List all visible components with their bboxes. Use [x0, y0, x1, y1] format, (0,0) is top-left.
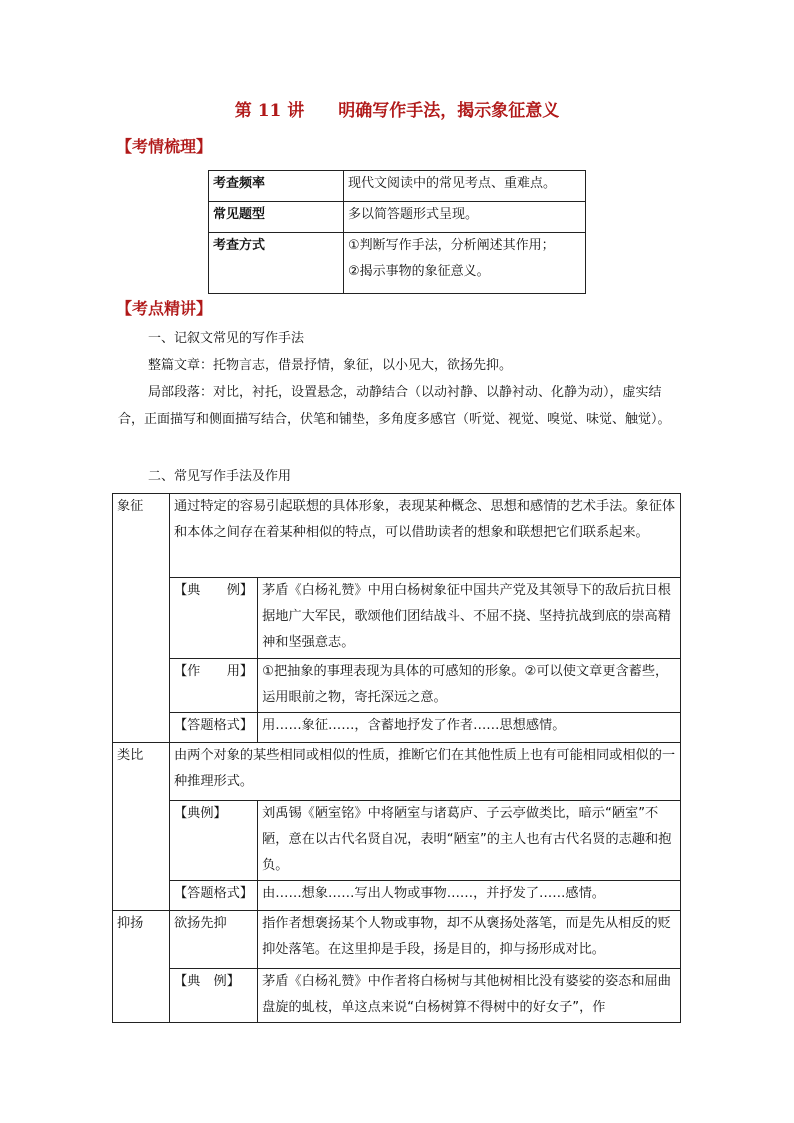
- suppress-example: 茅盾《白杨礼赞》中作者将白杨树与其他树相比没有婆娑的姿态和屈曲盘旋的虬枝，单这点来说“白杨树算不得树中的好女子”，作: [258, 969, 681, 1023]
- lecture-number: 第 11 讲: [234, 101, 305, 121]
- question-type-value: 多以简答题形式呈现。: [344, 202, 586, 233]
- exam-method-key: 考查方式: [209, 233, 344, 294]
- analogy-example-label: 【典例】: [170, 801, 258, 881]
- symbol-definition: 通过特定的容易引起联想的具体形象，表现某种概念、思想和感情的艺术手法。象征体和本体之间存在着某种相似的特点，可以借助读者的想象和联想把它们联系起来。: [170, 494, 681, 578]
- question-type-key: 常见题型: [209, 202, 344, 233]
- exam-overview-table: [208, 170, 586, 294]
- exam-frequency-key: 考查频率: [209, 171, 344, 202]
- analogy-definition: 由两个对象的某些相同或相似的性质，推断它们在其他性质上也有可能相同或相似的一种推理形式。: [170, 743, 681, 801]
- symbol-format: 用……象征……，含蓄地抒发了作者……思想感情。: [258, 713, 681, 743]
- technique-name-analogy: 类比: [113, 743, 170, 911]
- techniques-table: [112, 493, 681, 1023]
- symbol-effect: ①把抽象的事理表现为具体的可感知的形象。②可以使文章更含蓄些，运用眼前之物，寄托深远之意。: [258, 659, 681, 713]
- exam-frequency-value: 现代文阅读中的常见考点、重难点。: [344, 171, 586, 202]
- section-heading-exam-overview: 【考情梳理】: [116, 137, 213, 156]
- symbol-effect-label: 【作 用】: [170, 659, 258, 713]
- subheading-narrative-techniques: 一、记叙文常见的写作手法: [148, 331, 305, 346]
- exam-method-value: [344, 233, 586, 294]
- lecture-title: 明确写作手法，揭示象征意义: [338, 101, 560, 121]
- exam-method-item-2: ②揭示事物的象征意义。: [348, 264, 490, 279]
- local-paragraph-techniques: 局部段落：对比，衬托，设置悬念，动静结合（以动衬静、以静衬动、化静为动），虚实结合，正面描写和侧面描写结合，伏笔和铺垫，多角度多感官（听觉、视觉、嗅觉、味觉、触觉）。: [118, 385, 671, 427]
- suppress-example-label: 【典 例】: [170, 969, 258, 1023]
- suppress-subname: 欲扬先抑: [170, 911, 258, 969]
- analogy-format-label: 【答题格式】: [170, 881, 258, 911]
- subheading-common-techniques: 二、常见写作手法及作用: [148, 469, 292, 484]
- analogy-format: 由……想象……写出人物或事物……，并抒发了……感情。: [258, 881, 681, 911]
- symbol-format-label: 【答题格式】: [170, 713, 258, 743]
- page-title: [0, 96, 794, 121]
- symbol-example-label: 【典 例】: [170, 578, 258, 659]
- exam-method-item-1: ①判断写作手法，分析阐述其作用；: [348, 238, 555, 253]
- suppress-definition: 指作者想褒扬某个人物或事物，却不从褒扬处落笔，而是先从相反的贬抑处落笔。在这里抑是手段，扬是目的，抑与扬形成对比。: [258, 911, 681, 969]
- technique-name-symbol: 象征: [113, 494, 170, 743]
- section-heading-key-points: 【考点精讲】: [116, 299, 213, 318]
- technique-name-suppress: 抑扬: [113, 911, 170, 1023]
- symbol-example: 茅盾《白杨礼赞》中用白杨树象征中国共产党及其领导下的敌后抗日根据地广大军民，歌颂他们团结战斗、不屈不挠、坚持抗战到底的崇高精神和坚强意志。: [258, 578, 681, 659]
- whole-article-techniques: 整篇文章：托物言志，借景抒情，象征，以小见大，欲扬先抑。: [148, 358, 513, 373]
- analogy-example: 刘禹锡《陋室铭》中将陋室与诸葛庐、子云亭做类比，暗示“陋室”不陋，意在以古代名贤自况，表明“陋室”的主人也有古代名贤的志趣和抱负。: [258, 801, 681, 881]
